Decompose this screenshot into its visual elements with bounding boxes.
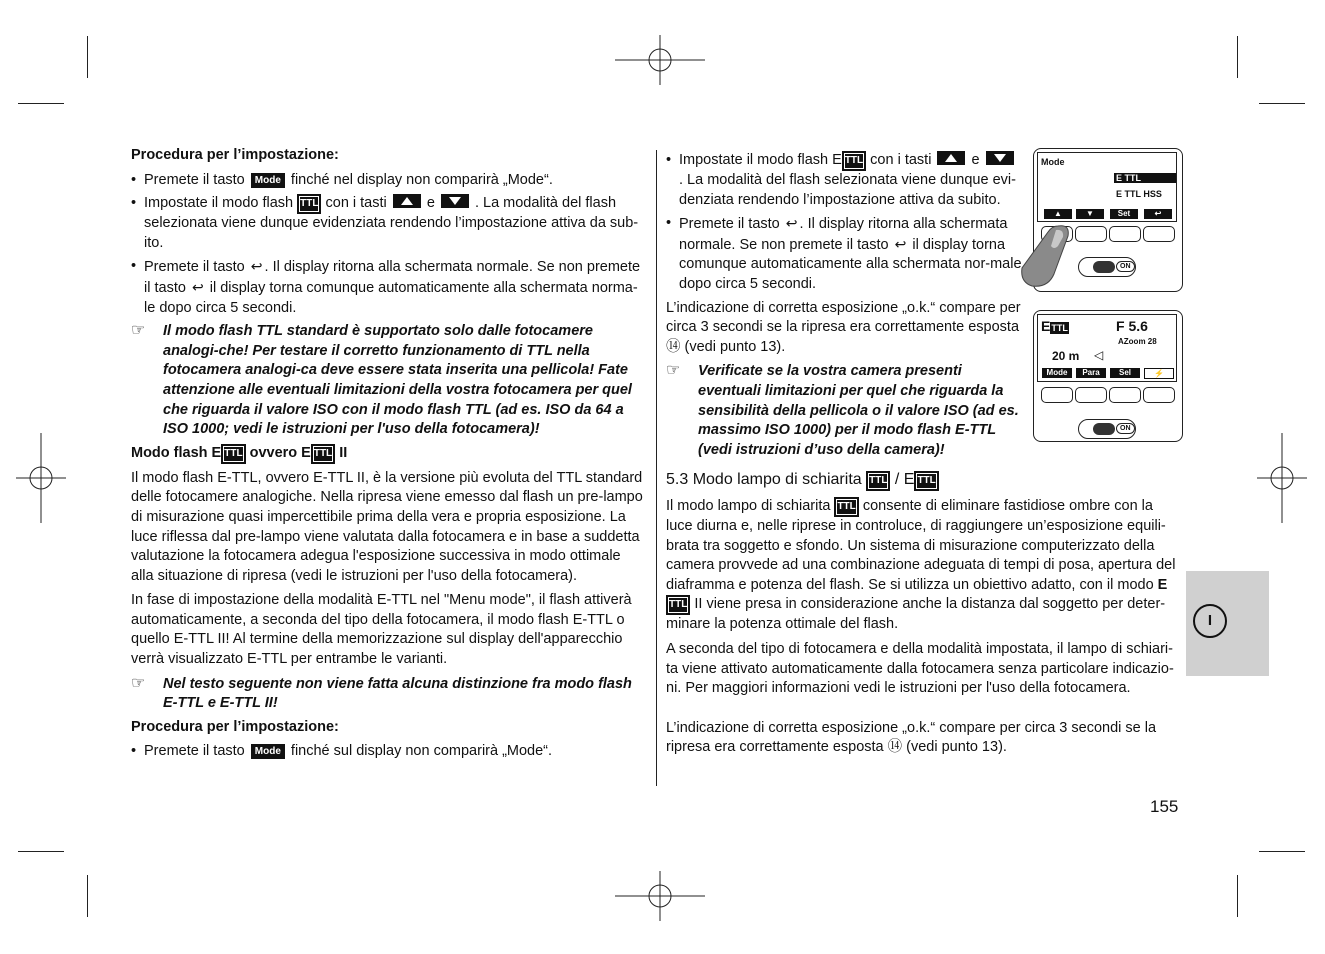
paragraph-ok-indication-2: L’indicazione di corretta esposizione „o.k.“ compare per circa 3 secondi se la ripresa era correttamente esposta ⑭ (vedi punto 13). — [666, 719, 1157, 756]
crop-mark — [87, 36, 88, 78]
mode-key-icon: Mode — [251, 173, 285, 188]
crop-mark — [1259, 851, 1305, 852]
down-arrow-key-icon — [986, 151, 1014, 165]
lcd-softkey-set: Set — [1110, 209, 1138, 219]
pressing-finger-illustration — [1018, 222, 1078, 292]
return-key-icon: ↩ — [191, 278, 204, 295]
bullet-set-ettl: • Impostate il modo flash E TTL con i tasti e . La modalità del flash selezionata viene dunque evi-denziata rendendo l’impostazione attiva da subito. — [666, 151, 1022, 210]
return-key-icon: ↩ — [250, 258, 263, 275]
on-label: ON — [1116, 423, 1135, 434]
left-column — [131, 146, 647, 766]
hw-button-3 — [1109, 226, 1141, 242]
hw-button-1 — [1041, 387, 1073, 403]
crop-mark — [1237, 875, 1238, 917]
note-camera-limits: ☞ Verificate se la vostra camera presenti eventuali limitazioni per quel che riguarda la sensibilità della pellicola o il valore ISO (ad es. massimo ISO 1000) per il modo flash E-TTL (vedi istruzioni d’uso della camera)! — [666, 362, 1019, 458]
hw-button-2 — [1075, 226, 1107, 242]
heading-ettl: Modo flash E TTL ovvero E TTL II — [131, 444, 647, 464]
hw-button-2 — [1075, 387, 1107, 403]
bullet-set-flash-mode: • Impostate il modo flash TTL con i tasti e . La modalità del flash selezionata viene dunque evidenziata rendendo l’impostazione attiva da sub-ito. — [131, 194, 647, 253]
page-number: 155 — [1150, 797, 1179, 816]
lcd-option: E TTL HSS — [1116, 189, 1162, 199]
hw-button-3 — [1109, 387, 1141, 403]
paragraph-fill-flash-auto: A seconda del tipo di fotocamera e della modalità impostata, il lampo di schiari-ta viene attivato automaticamente dalla fotocamera senza particolare indicazio-ni. Per maggiori informazioni vedi le istruzioni per l'uso della fotocamera. — [666, 640, 1174, 697]
crop-mark — [18, 103, 64, 104]
lcd-softkey-para: Para — [1076, 368, 1106, 378]
paragraph-ettl-description: Il modo flash E-TTL, ovvero E-TTL II, è la versione più evoluta del TTL standard delle fotocamere analogiche. Nella ripresa viene emesso dal flash un pre-lampo di misurazione quasi impercettibile prima della vera e propria esposizione. La luce riflessa dal pre-lampo viene valutata dalla fotocamera e in base a suddetta valutazione la fotocamera adegua l'esposizione successiva in modo ottimale alla situazione di ripresa (vedi le istruzioni per l'uso della fotocamera). — [131, 469, 643, 584]
return-key-icon: ↩ — [894, 235, 907, 252]
ttl-icon: TTL — [866, 471, 890, 491]
language-tab-label: I — [1193, 604, 1227, 638]
registration-mark-bottom — [615, 871, 705, 921]
lcd-softkey-down: ▼ — [1076, 209, 1104, 219]
right-column-lower — [666, 470, 1182, 763]
bullet-press-mode: • Premete il tasto Mode finché nel display non comparirà „Mode“. — [131, 171, 647, 191]
hw-button-4 — [1143, 387, 1175, 403]
bullet-press-mode-2: • Premete il tasto Mode finché sul display non comparirà „Mode“. — [131, 742, 647, 762]
paragraph-fill-flash: Il modo lampo di schiarita TTL consente di eliminare fastidiose ombre con la luce diurna e, nelle riprese in controluce, di raggiungere un’esposizione equili-brata tra soggetto e sfondo. Un sistema di misurazione computerizzato della camera provvede ad una combinazione adeguata di tempi di posa, apertura del diaframma e potenza del flash. Se si utilizza un obiettivo adatto, con il modo ETTL II viene presa in considerazione anche la distanza dal soggetto per deter-minare la potenza ottimale del flash. — [666, 498, 1176, 633]
column-divider — [656, 150, 657, 786]
pointing-hand-icon: ☞ — [131, 322, 146, 340]
up-arrow-key-icon — [937, 151, 965, 165]
lcd-display — [1037, 152, 1177, 222]
lcd-softkey-mode: Mode — [1042, 368, 1072, 378]
registration-mark-right — [1257, 433, 1307, 523]
ttl-icon: TTL — [666, 595, 690, 615]
paragraph-ettl-setting: In fase di impostazione della modalità E-TTL nel "Menu mode", il flash attiverà automaticamente, a seconda del tipo della fotocamera, il modo flash E-TTL o quello E-TTL II! Al termine della memorizzazione sul display dell'apparecchio verrà visualizzato E-TTL per entrambe le varianti. — [131, 592, 632, 668]
paragraph-ok-indication: L’indicazione di corretta esposizione „o.k.“ compare per circa 3 secondi se la ripresa era correttamente esposta ⑭ (vedi punto 13). — [666, 299, 1021, 355]
crop-mark — [87, 875, 88, 917]
return-key-icon: ↩ — [785, 215, 798, 232]
lcd-distance: 20 m — [1052, 349, 1080, 363]
lcd-softkey-sel: Sel — [1110, 368, 1140, 378]
ttl-icon: TTL — [311, 444, 335, 464]
lcd-title: Mode — [1041, 157, 1065, 167]
down-arrow-key-icon — [441, 194, 469, 208]
registration-mark-left — [16, 433, 66, 523]
lcd-display — [1037, 314, 1177, 382]
bullet-press-return: • Premete il tasto ↩ . Il display ritorna alla schermata normale. Se non premete il tasto ↩ il display torna comunque automaticamente alla schermata norma-le dopo circa 5 secondi. — [131, 257, 647, 318]
note-no-distinction: ☞ Nel testo seguente non viene fatta alcuna distinzione fra modo flash E-TTL e E-TTL II! — [131, 674, 632, 712]
speaker-icon: ◁ — [1094, 348, 1104, 362]
crop-mark — [1237, 36, 1238, 78]
mode-key-icon: Mode — [251, 744, 285, 759]
on-label: ON — [1116, 261, 1135, 272]
lcd-option-selected: E TTL — [1114, 173, 1176, 183]
up-arrow-key-icon — [393, 194, 421, 208]
ttl-icon: TTL — [297, 194, 321, 214]
section-heading-fill-flash: 5.3 Modo lampo di schiarita TTL / E TTL — [666, 470, 1182, 491]
ttl-icon: TTL — [842, 151, 866, 171]
pointing-hand-icon: ☞ — [666, 362, 681, 380]
lcd-mode: ETTL — [1041, 318, 1068, 334]
flash-unit-main-display — [1033, 310, 1183, 442]
lcd-softkey-return: ↩ — [1144, 209, 1172, 219]
lcd-softkey-up: ▲ — [1044, 209, 1072, 219]
registration-mark-top — [615, 35, 705, 85]
note-ttl-analog: ☞ Il modo flash TTL standard è supportato solo dalle fotocamere analogi-che! Per testare il corretto funzionamento di TTL nella fotocamera analogi-ca deve essere stata inserita una pellicola! Fate attenzione alle eventuali limitazioni della vostra fotocamera per quel che riguarda il valore ISO con il modo flash TTL (ad es. ISO da 64 a ISO 1000; vedi le istruzioni per l'uso della fotocamera)! — [131, 322, 632, 438]
bullet-press-return: • Premete il tasto ↩ . Il display ritorna alla schermata normale. Se non premete il tasto ↩ il display torna comunque automaticamente alla schermata nor-male dopo circa 5 secondi. — [666, 214, 1022, 294]
lcd-zoom: AZoom 28 — [1118, 337, 1157, 346]
pointing-hand-icon: ☞ — [131, 674, 146, 692]
crop-mark — [18, 851, 64, 852]
lcd-softkey-flash-icon: ⚡ — [1144, 368, 1174, 379]
ttl-icon: TTL — [221, 444, 245, 464]
ttl-icon: TTL — [834, 497, 858, 517]
lcd-aperture: F 5.6 — [1116, 318, 1148, 334]
ttl-icon: TTL — [914, 471, 938, 491]
right-column-upper — [666, 151, 1022, 464]
heading-procedure: Procedura per l’impostazione: — [131, 147, 339, 163]
hw-button-4 — [1143, 226, 1175, 242]
heading-procedure-2: Procedura per l’impostazione: — [131, 718, 339, 735]
crop-mark — [1259, 103, 1305, 104]
